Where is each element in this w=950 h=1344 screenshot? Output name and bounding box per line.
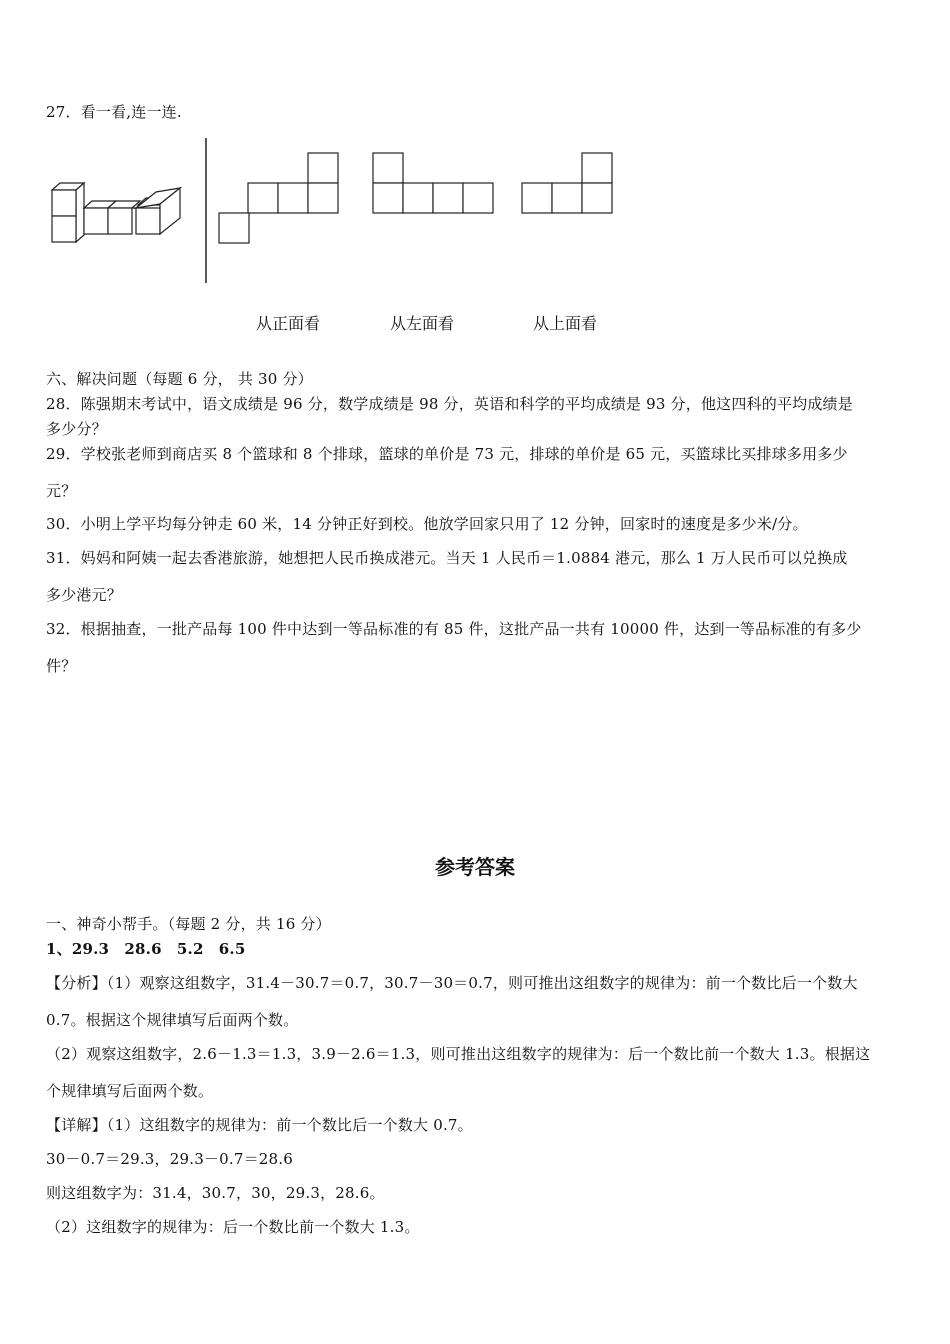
detail-2: （2）这组数字的规律为：后一个数比前一个数大 1.3。 bbox=[46, 1218, 420, 1236]
view-figure-2 bbox=[372, 152, 498, 216]
question-28-line-2: 多少分？ bbox=[46, 420, 107, 438]
view-figure-1 bbox=[218, 152, 342, 244]
result-1: 则这组数字为：31.4，30.7，30，29.3，28.6。 bbox=[46, 1184, 385, 1202]
caption-left-view: 从左面看 bbox=[390, 314, 455, 333]
question-31-line-2: 多少港元？ bbox=[46, 586, 123, 604]
section-6-heading: 六、解决问题（每题 6 分， 共 30 分） bbox=[46, 370, 313, 388]
analysis-line-1: 【分析】（1）观察这组数字，31.4－30.7＝0.7，30.7－30＝0.7，则可推出这组数字的规律为：前一个数比后一个数大 bbox=[46, 974, 858, 992]
question-32-line-2: 件？ bbox=[46, 657, 77, 675]
separator-line bbox=[203, 138, 209, 283]
answer-1: 1、29.3 28.6 5.2 6.5 bbox=[46, 940, 246, 958]
question-32-line-1: 32．根据抽查，一批产品每 100 件中达到一等品标准的有 85 件，这批产品一共有 10000 件，达到一等品标准的有多少 bbox=[46, 620, 862, 638]
caption-front-view: 从正面看 bbox=[256, 314, 321, 333]
question-28-line-1: 28．陈强期末考试中，语文成绩是 96 分，数学成绩是 98 分，英语和科学的平均成绩是 93 分，他这四科的平均成绩是 bbox=[46, 395, 853, 413]
view-figure-3 bbox=[521, 152, 617, 216]
detail-1: 【详解】（1）这组数字的规律为：前一个数比后一个数大 0.7。 bbox=[46, 1116, 473, 1134]
question-29-line-1: 29．学校张老师到商店买 8 个篮球和 8 个排球，篮球的单价是 73 元，排球的单价是 65 元，买篮球比买排球多用多少 bbox=[46, 445, 848, 463]
analysis-2-line-2: 个规律填写后面两个数。 bbox=[46, 1082, 214, 1100]
cube-stack-figure bbox=[48, 180, 188, 250]
question-27-title: 27．看一看,连一连. bbox=[46, 103, 182, 121]
caption-top-view: 从上面看 bbox=[533, 314, 598, 333]
question-31-line-1: 31．妈妈和阿姨一起去香港旅游，她想把人民币换成港元。当天 1 人民币＝1.0884 港元，那么 1 万人民币可以兑换成 bbox=[46, 549, 848, 567]
analysis-line-2: 0.7。根据这个规律填写后面两个数。 bbox=[46, 1011, 299, 1029]
analysis-2-line-1: （2）观察这组数字，2.6－1.3＝1.3，3.9－2.6＝1.3，则可推出这组数字的规律为：后一个数比前一个数大 1.3。根据这 bbox=[46, 1045, 871, 1063]
answers-section-1-heading: 一、神奇小帮手。（每题 2 分，共 16 分） bbox=[46, 915, 331, 933]
answers-title: 参考答案 bbox=[435, 855, 515, 879]
calculation-1: 30－0.7＝29.3，29.3－0.7＝28.6 bbox=[46, 1150, 293, 1168]
question-29-line-2: 元？ bbox=[46, 482, 77, 500]
question-30: 30．小明上学平均每分钟走 60 米，14 分钟正好到校。他放学回家只用了 12 分钟，回家时的速度是多少米/分。 bbox=[46, 515, 808, 533]
